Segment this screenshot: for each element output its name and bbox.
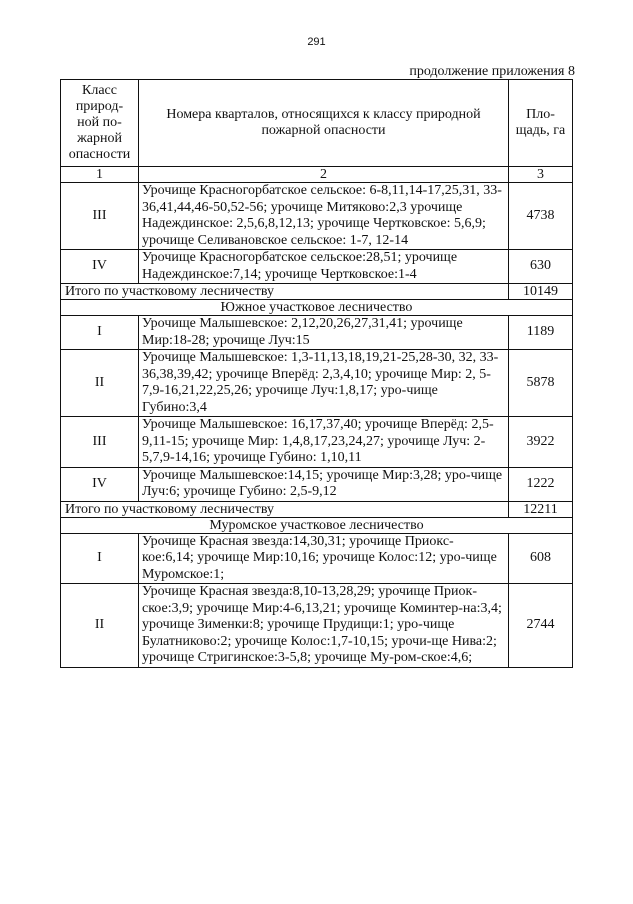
section-row [61,300,573,316]
row-area: 630 [509,250,573,284]
row-class: III [61,417,139,468]
header-quarters: Номера кварталов, относящихся к классу природной пожарной опасности [139,80,509,167]
total-row [61,501,573,517]
row-quarters: Урочище Малышевское: 1,3-11,13,18,19,21-25,28-30, 32, 33-36,38,39,42; урочище Вперёд: 2,3,4,10; урочище Мир: 2, 5-7,9-16,21,22,25,26; урочище Луч:1,8,17; уро-чище Губино:3,4 [139,350,509,417]
row-class: II [61,350,139,417]
page-number: 291 [307,36,326,48]
table-row [61,533,573,584]
table-row [61,183,573,250]
section-title: Южное участковое лесничество [61,300,573,316]
continuation-note: продолжение приложения 8 [409,64,575,79]
column-number-row [61,167,573,183]
row-quarters: Урочище Красная звезда:14,30,31; урочище Приокс-кое:6,14; урочище Мир:10,16; урочище Колос:12; уро-чище Муромское:1; [139,533,509,584]
table-row [61,250,573,284]
row-area: 1222 [509,467,573,501]
row-area: 5878 [509,350,573,417]
table-row [61,417,573,468]
section-row [61,517,573,533]
row-class: IV [61,250,139,284]
header-area: Пло-щадь, га [509,80,573,167]
header-class: Класс природ-ной по-жарной опасности [61,80,139,167]
column-number: 1 [61,167,139,183]
row-quarters: Урочище Малышевское:14,15; урочище Мир:3,28; уро-чище Луч:6; урочище Губино: 2,5-9,12 [139,467,509,501]
column-number: 2 [139,167,509,183]
total-value: 12211 [509,501,573,517]
total-row [61,284,573,300]
row-class: II [61,584,139,668]
row-class: I [61,316,139,350]
row-quarters: Урочище Красная звезда:8,10-13,28,29; урочище Приок-ское:3,9; урочище Мир:4-6,13,21; урочище Коминтер-на:3,4; урочище Зименки:8; урочище Прудищи:1; уро-чище Булатниково:2; урочище Колос:1,7-10,15; урочи-ще Нива:2; урочище Стригинское:3-5,8; урочище Му-ром-ское:4,6; [139,584,509,668]
row-quarters: Урочище Красногорбатское сельское:28,51; урочище Надеждинское:7,14; урочище Чертковское:1-4 [139,250,509,284]
table-header-row [61,80,573,167]
row-quarters: Урочище Малышевское: 2,12,20,26,27,31,41; урочище Мир:18-28; урочище Луч:15 [139,316,509,350]
total-value: 10149 [509,284,573,300]
fire-hazard-table [60,79,573,668]
row-class: I [61,533,139,584]
row-area: 4738 [509,183,573,250]
row-area: 2744 [509,584,573,668]
table-row [61,350,573,417]
row-class: III [61,183,139,250]
row-quarters: Урочище Красногорбатское сельское: 6-8,11,14-17,25,31, 33-36,41,44,46-50,52-56; урочище Митяково:2,3 урочище Надеждинское: 2,5,6,8,12,13; урочище Чертковское: 5,6,9; урочище Селивановское сельское: 1-7, 12-14 [139,183,509,250]
row-area: 3922 [509,417,573,468]
total-label: Итого по участковому лесничеству [61,284,509,300]
table-row [61,467,573,501]
row-area: 608 [509,533,573,584]
row-class: IV [61,467,139,501]
column-number: 3 [509,167,573,183]
table-row [61,316,573,350]
table-row [61,584,573,668]
section-title: Муромское участковое лесничество [61,517,573,533]
row-area: 1189 [509,316,573,350]
row-quarters: Урочище Малышевское: 16,17,37,40; урочище Вперёд: 2,5-9,11-15; урочище Мир: 1,4,8,17,23,24,27; урочище Луч: 2-5,7,9-14,16; урочище Губино: 1,10,11 [139,417,509,468]
total-label: Итого по участковому лесничеству [61,501,509,517]
